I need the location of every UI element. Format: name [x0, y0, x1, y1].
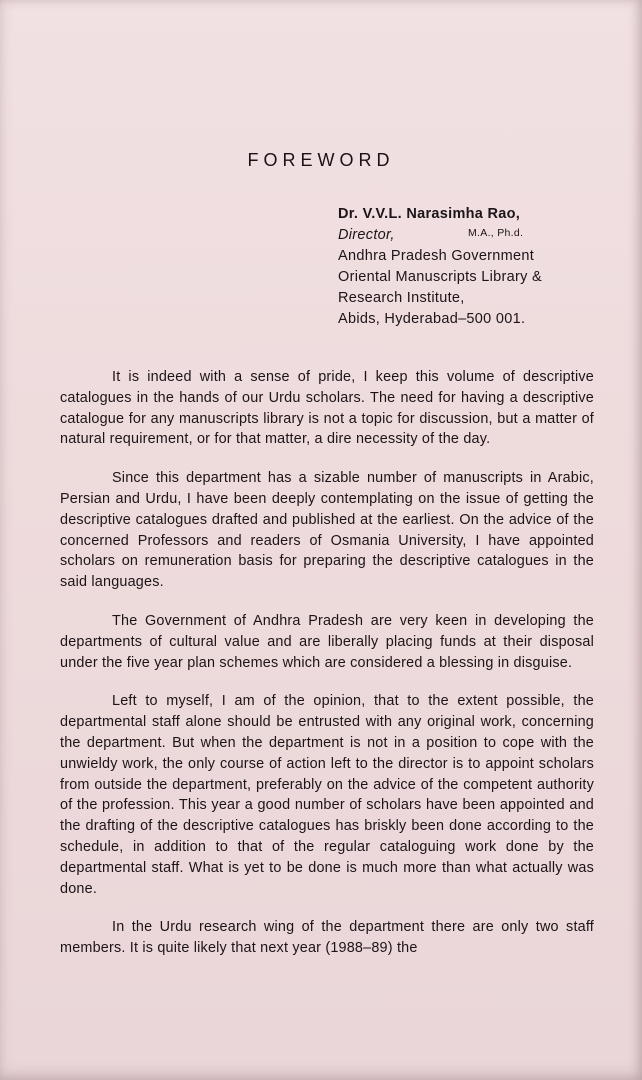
paragraph: Left to myself, I am of the opinion, that to the extent possible, the departmental staff alone should be entrusted with any original work, concerning the department. But when the department is not in a position to cope with the unwieldy work, the only course of action left to the director is to appoint scholars from outside the department, preferably on the advice of the competent authority of the profession. This year a good number of scholars have been appointed and the drafting of the descriptive catalogues has briskly been done according to the schedule, in addition to that of the regular cataloguing work done by the departmental staff. What is yet to be done is much more than what actually was done. [60, 693, 594, 897]
signature-block [338, 204, 618, 330]
address-line: Research Institute, [338, 290, 465, 306]
paragraph: The Government of Andhra Pradesh are very keen in developing the departments of cultural value and are liberally placing funds at their disposal under the five year plan schemes which are considered a blessing in disguise. [60, 612, 594, 671]
signatory-name: Dr. V.V.L. Narasimha Rao, [338, 206, 521, 222]
signatory-role: Director, [338, 227, 395, 243]
page-title: FOREWORD [247, 150, 395, 170]
address-line: Andhra Pradesh Government [338, 248, 535, 264]
signatory-degree: M.A., Ph.d. [468, 227, 524, 239]
address-line: Abids, Hyderabad–500 001. [338, 311, 526, 327]
paragraph: In the Urdu research wing of the department there are only two staff members. It is quite likely that next year (1988–89) the [60, 919, 594, 957]
signatory-role-row [338, 225, 618, 246]
foreword-body [60, 367, 594, 977]
paragraph: It is indeed with a sense of pride, I keep this volume of descriptive catalogues in the hands of our Urdu scholars. The need for having a descriptive catalogue for any manuscripts library is not a topic for discussion, but a matter of natural requirement, or for that matter, a dire necessity of the day. [60, 369, 594, 448]
address-line: Oriental Manuscripts Library & [338, 269, 543, 285]
paragraph: Since this department has a sizable number of manuscripts in Arabic, Persian and Urdu, I have been deeply contemplating on the issue of getting the descriptive catalogues drafted and published at the earliest. On the advice of the concerned Professors and readers of Osmania University, I have appointed scholars on remuneration basis for preparing the descriptive catalogues in the said languages. [60, 470, 594, 591]
